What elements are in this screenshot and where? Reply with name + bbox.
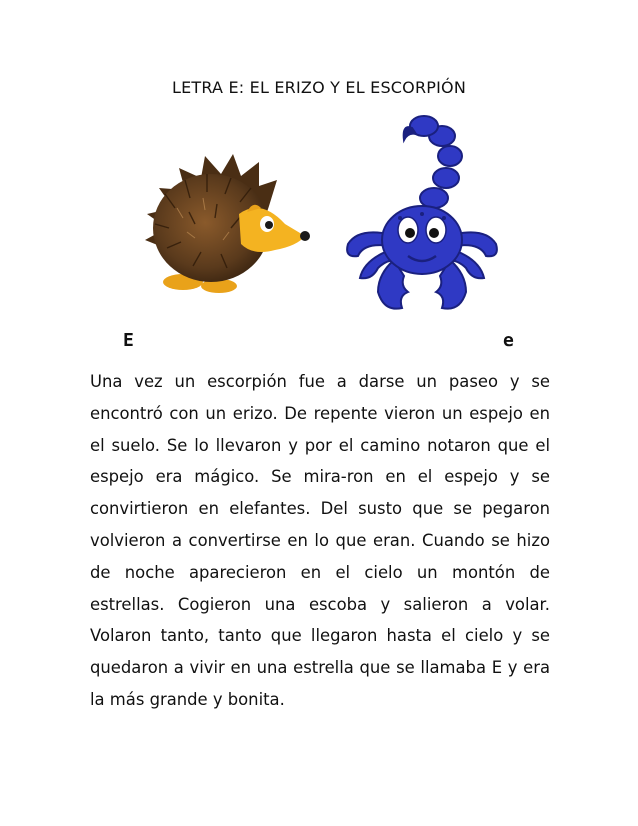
page-title: LETRA E: EL ERIZO Y EL ESCORPIÓN — [171, 78, 467, 97]
story-paragraph: Una vez un escorpión fue a darse un paseo y se encontró con un erizo. De repente vieron un espejo en el suelo. Se lo llevaron y por el camino notaron que el espejo era mágico. Se mira-ron en el espejo y se convirtieron en elefantes. Del susto que se pegaron volvieron a convertirse en lo que eran. Cuando se hizo de noche aparecieron en el cielo un montón de estrellas. Cogieron una escoba y salieron a volar. Volaron tanto, tanto que llegaron hasta el cielo y se quedaron a vivir en una estrella que se llamaba E y era la más grande y bonita. — [90, 372, 550, 709]
hedgehog-illustration — [135, 128, 340, 308]
letter-uppercase: E — [123, 330, 134, 351]
scorpion-illustration — [338, 110, 506, 318]
letter-lowercase: e — [503, 330, 514, 351]
